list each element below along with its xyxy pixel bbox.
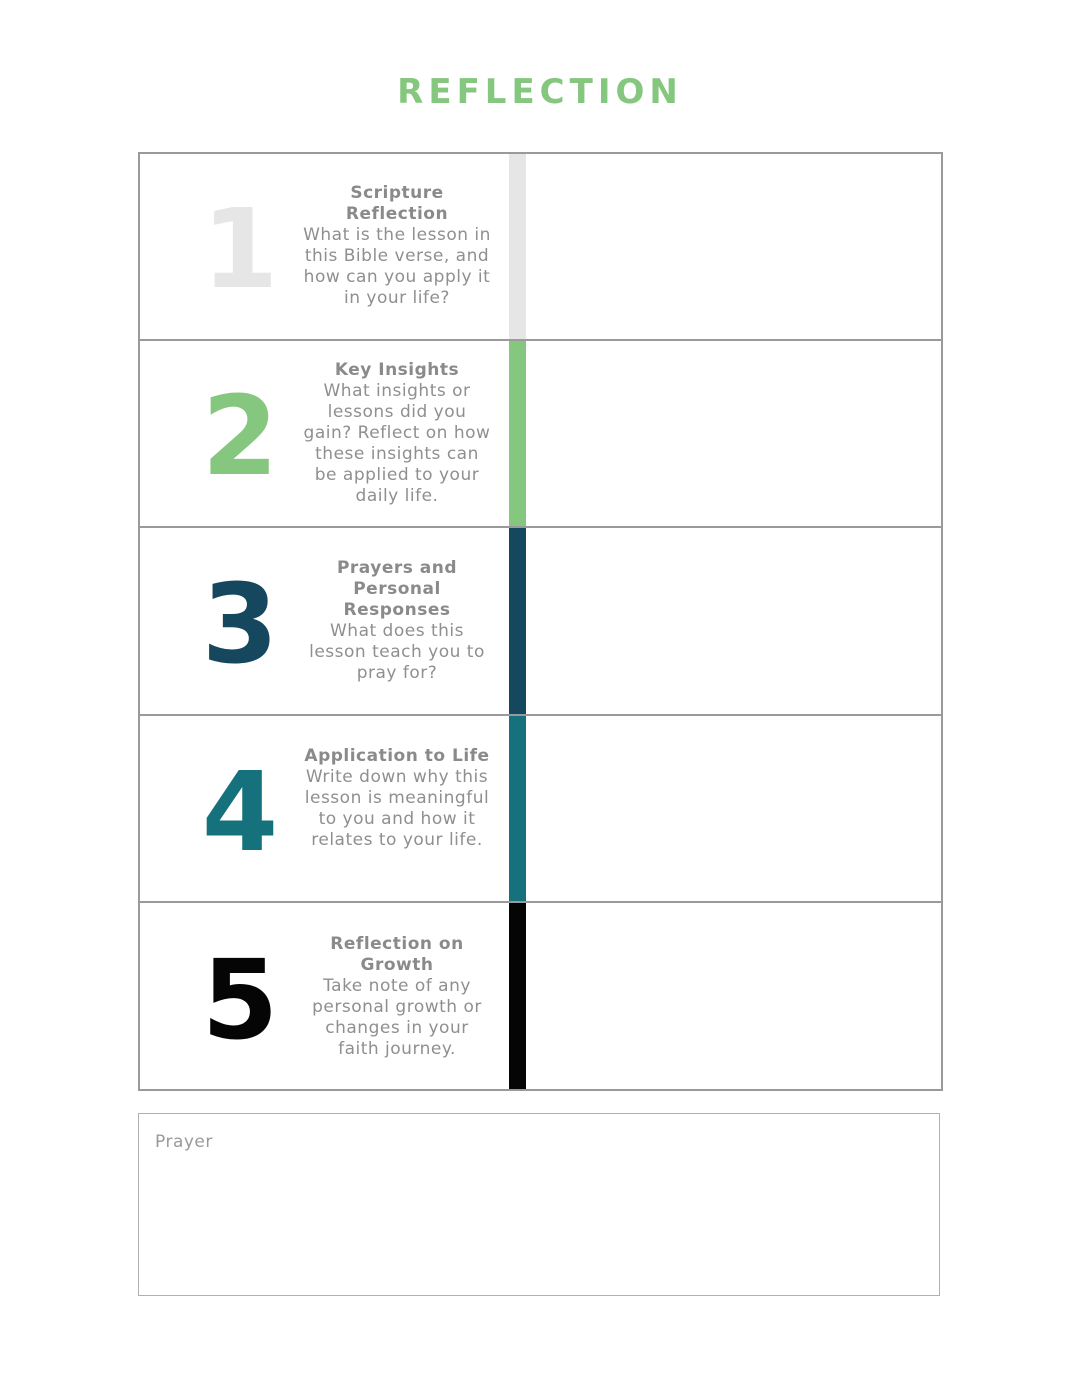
section-number-5: 5 — [201, 936, 279, 1064]
section-prompt: What is the lesson in this Bible verse, and how can you apply it in your life? — [303, 225, 491, 308]
section-color-bar-3 — [509, 528, 526, 714]
section-number-3: 3 — [201, 560, 279, 688]
section-prompt: What insights or lessons did you gain? Reflect on how these insights can be applied to your daily life. — [303, 381, 491, 506]
section-row-1 — [140, 154, 941, 341]
page-title: REFLECTION — [397, 72, 683, 112]
answer-area-2[interactable] — [526, 341, 941, 526]
section-color-bar-2 — [509, 341, 526, 526]
section-prompt: Take note of any personal growth or changes in your faith journey. — [312, 976, 482, 1059]
section-heading: Prayers and Personal Responses — [336, 558, 458, 620]
section-row-4 — [140, 716, 941, 903]
answer-area-1[interactable] — [526, 154, 941, 339]
section-number-2: 2 — [201, 372, 279, 500]
prayer-label: Prayer — [155, 1132, 213, 1152]
section-heading: Scripture Reflection — [345, 183, 449, 224]
section-heading: Application to Life — [304, 746, 490, 766]
section-text-3 — [302, 558, 492, 684]
reflection-table — [138, 152, 943, 1091]
section-text-1 — [302, 183, 492, 309]
section-color-bar-1 — [509, 154, 526, 339]
section-heading: Reflection on Growth — [330, 934, 464, 975]
section-row-5 — [140, 903, 941, 1089]
section-color-bar-5 — [509, 903, 526, 1089]
section-number-4: 4 — [201, 748, 279, 876]
section-text-4 — [302, 746, 492, 851]
answer-area-4[interactable] — [526, 716, 941, 901]
section-prompt: What does this lesson teach you to pray for? — [309, 621, 485, 683]
section-row-2 — [140, 341, 941, 528]
section-text-2 — [302, 360, 492, 507]
section-row-3 — [140, 528, 941, 716]
section-number-1: 1 — [201, 185, 279, 313]
section-text-5 — [302, 934, 492, 1060]
section-color-bar-4 — [509, 716, 526, 901]
prayer-box[interactable] — [138, 1113, 940, 1296]
answer-area-5[interactable] — [526, 903, 941, 1089]
answer-area-3[interactable] — [526, 528, 941, 714]
section-prompt: Write down why this lesson is meaningful to you and how it relates to your life. — [304, 767, 490, 850]
section-heading: Key Insights — [334, 360, 460, 380]
